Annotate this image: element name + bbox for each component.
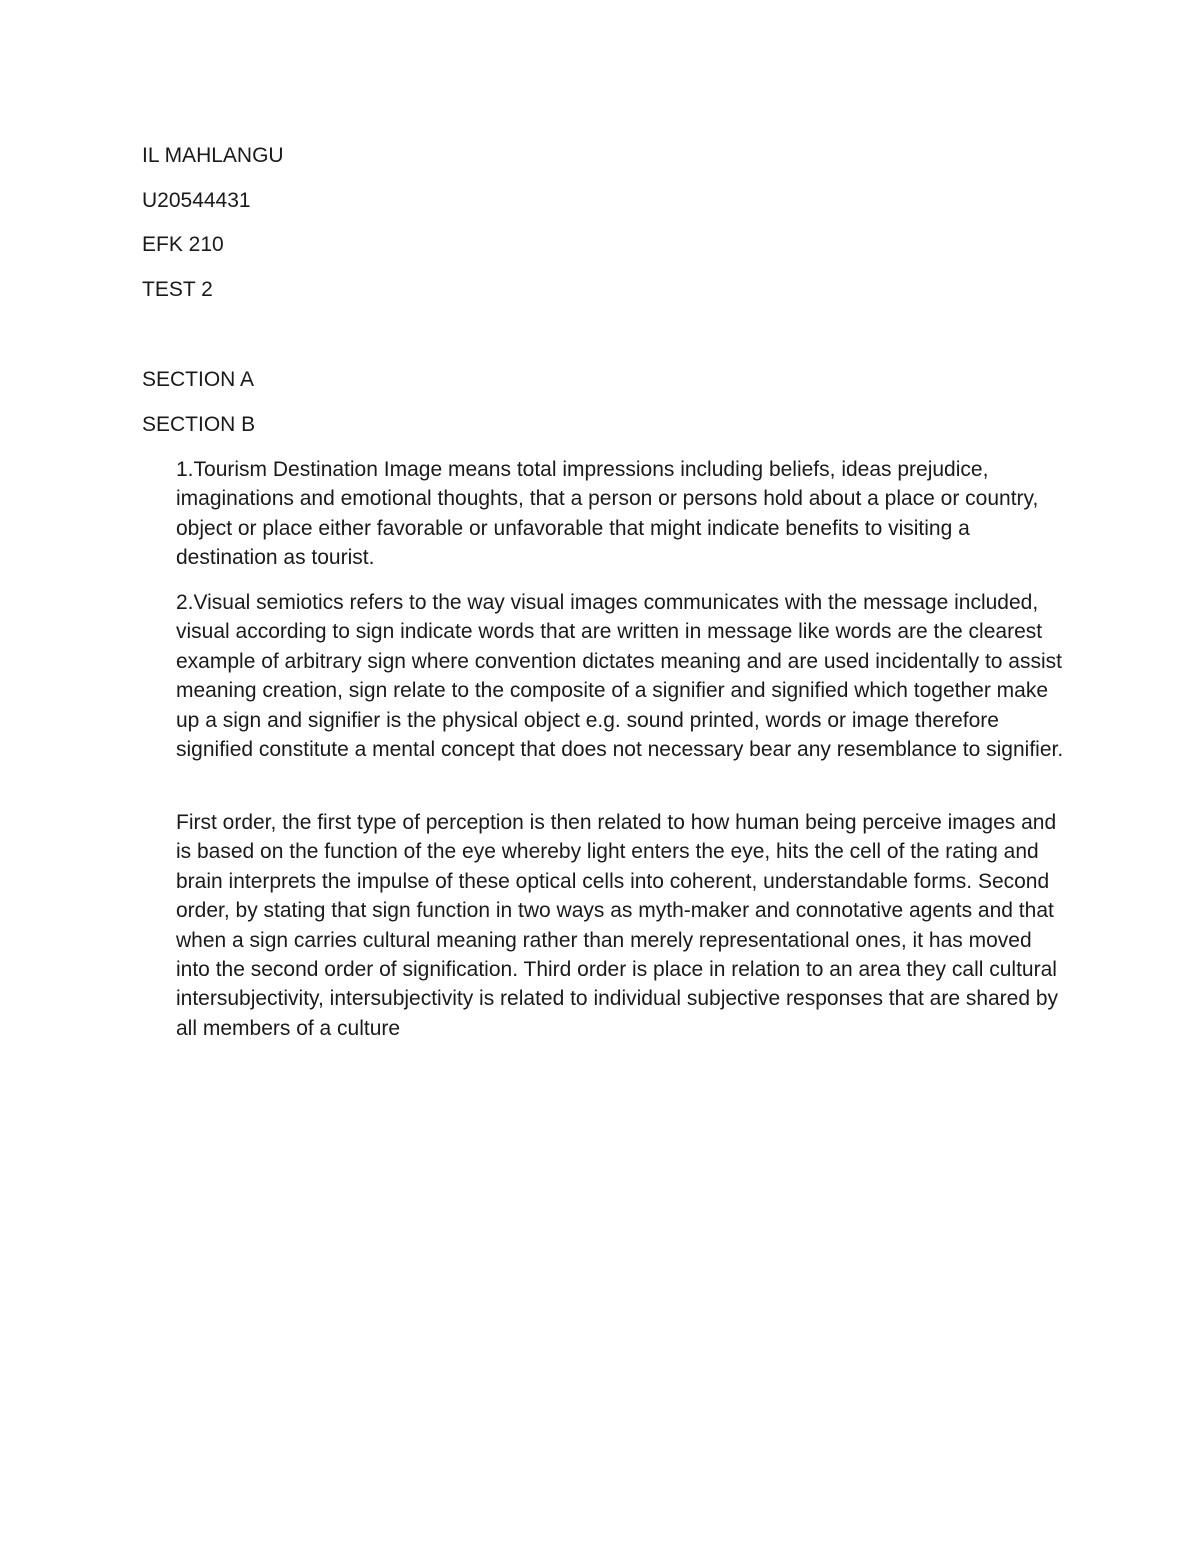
section-b-heading: SECTION B xyxy=(142,413,256,436)
student-number: U20544431 xyxy=(142,189,251,212)
course-code: EFK 210 xyxy=(142,233,224,256)
answer-paragraph-2: 2.Visual semiotics refers to the way visual images communicates with the message included, visual according to sign indicate words that are written in message like words are the clearest example of arbitrary sign where convention dictates meaning and are used incidentally to assist meaning creation, sign relate to the composite of a signifier and signified which together make up a sign and signifier is the physical object e.g. sound printed, words or image therefore signified constitute a mental concept that does not necessary bear any resemblance to signifier. xyxy=(176,591,1064,762)
section-a-heading: SECTION A xyxy=(142,368,255,391)
student-name: IL MAHLANGU xyxy=(142,144,284,167)
test-title: TEST 2 xyxy=(142,278,213,301)
answer-paragraph-1: 1.Tourism Destination Image means total impressions including beliefs, ideas prejudice, imaginations and emotional thoughts, that a person or persons hold about a place or country, object or place either favorable or unfavorable that might indicate benefits to visiting a destination as tourist. xyxy=(176,458,1039,570)
answer-paragraph-3: First order, the first type of perception is then related to how human being perceive images and is based on the function of the eye whereby light enters the eye, hits the cell of the rating and brain interprets the impulse of these optical cells into coherent, understandable forms. Second order, by stating that sign function in two ways as myth-maker and connotative agents and that when a sign carries cultural meaning rather than merely representational ones, it has moved into the second order of signification. Third order is place in relation to an area they call cultural intersubjectivity, intersubjectivity is related to individual subjective responses that are shared by all members of a culture xyxy=(176,811,1059,1040)
